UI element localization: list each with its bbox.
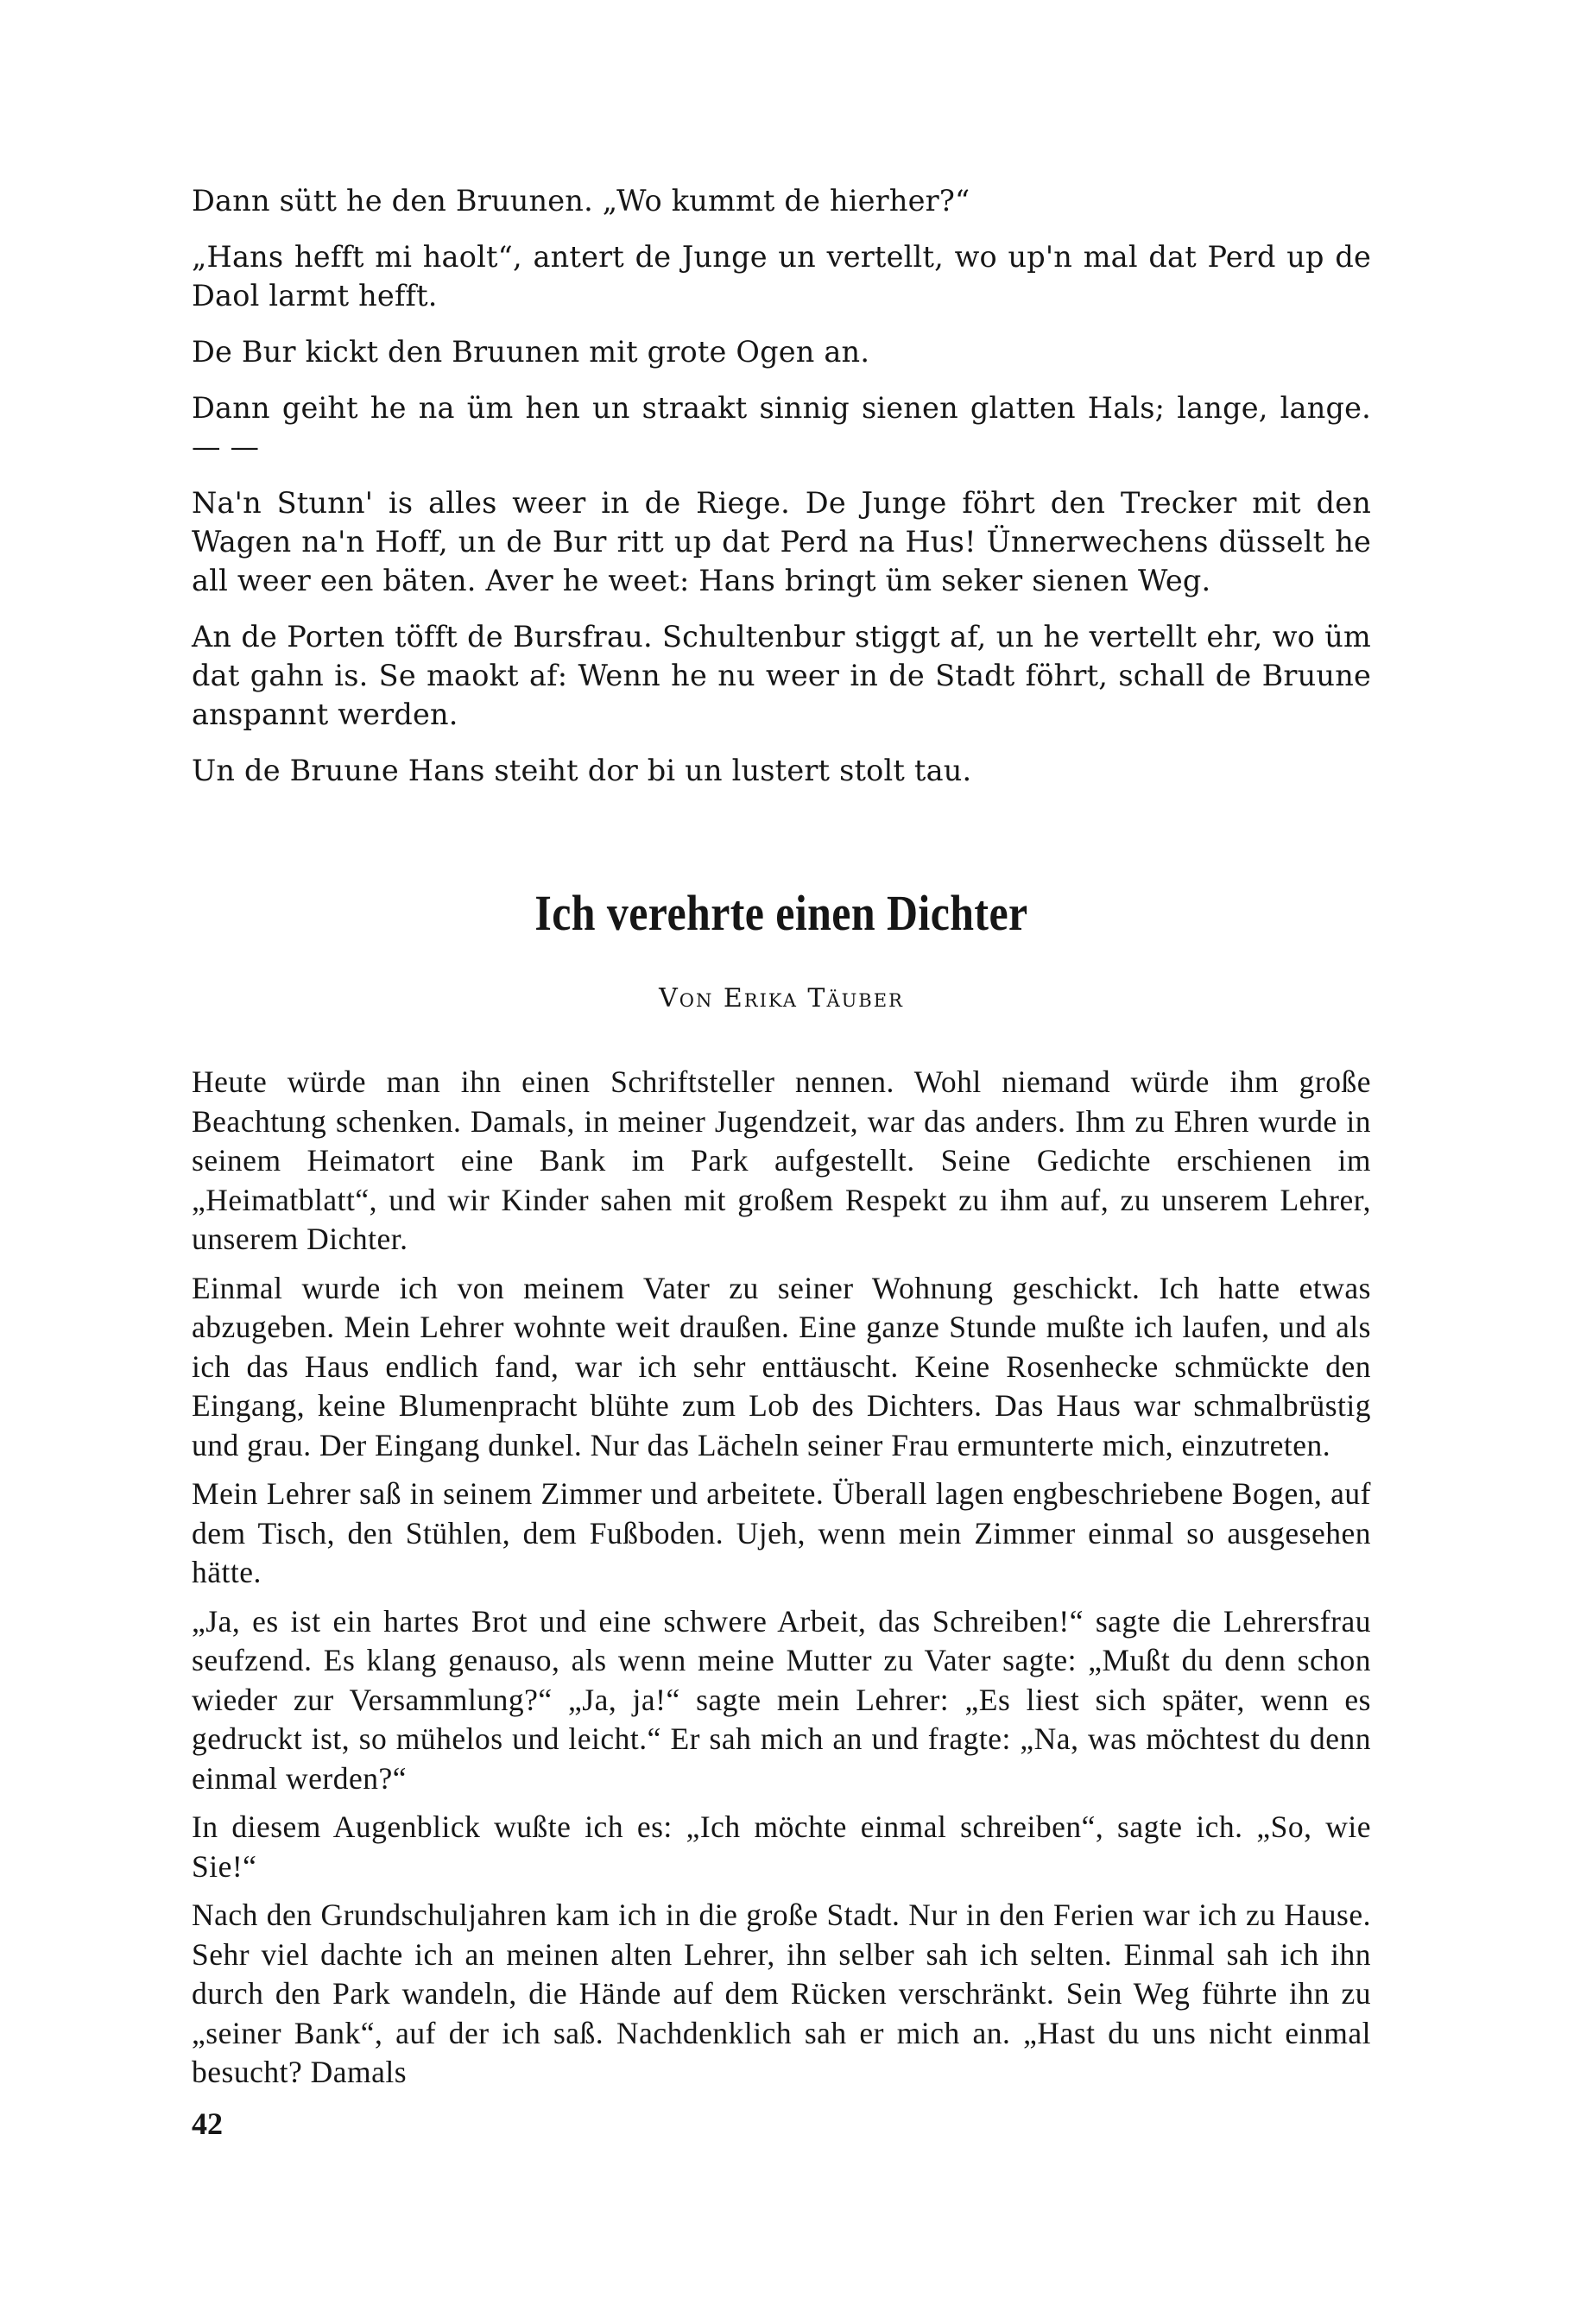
article-body	[192, 1063, 1371, 2093]
paragraph: De Bur kickt den Bruunen mit grote Ogen an.	[192, 335, 870, 369]
previous-story-ending	[192, 181, 1371, 790]
paragraph: „Ja, es ist ein hartes Brot und eine schwere Arbeit, das Schreiben!“ sagte die Lehrersfrau seufzend. Es klang genauso, als wenn meine Mutter zu Vater sagte: „Mußt du denn schon wieder zur Versammlung?“ „Ja, ja!“ sagte mein Lehrer: „Es liest sich später, wenn es gedruckt ist, so mühelos und leicht.“ Er sah mich an und fragte: „Na, was möchtest du denn einmal werden?“	[192, 1603, 1371, 1796]
paragraph: Dann geiht he na üm hen un straakt sinnig sienen glatten Hals; lange, lange. — —	[192, 391, 1371, 464]
paragraph: Einmal wurde ich von meinem Vater zu seiner Wohnung geschickt. Ich hatte etwas abzugeben. Mein Lehrer wohnte weit draußen. Eine ganze Stunde mußte ich laufen, und als ich das Haus endlich fand, war ich sehr enttäuscht. Keine Rosenhecke schmückte den Eingang, keine Blumenpracht blühte zum Lob des Dichters. Das Haus war schmalbrüstig und grau. Der Eingang dunkel. Nur das Lächeln seiner Frau ermunterte mich, einzutreten.	[192, 1270, 1371, 1462]
page-number: 42	[192, 2106, 223, 2141]
paragraph: An de Porten töfft de Bursfrau. Schultenbur stiggt af, un he vertellt ehr, wo üm dat gahn is. Se maokt af: Wenn he nu weer in de Stadt föhrt, schall de Bruune anspannt werden.	[192, 620, 1371, 731]
paragraph: In diesem Augenblick wußte ich es: „Ich möchte einmal schreiben“, sagte ich. „So, wie Sie!“	[192, 1809, 1371, 1884]
paragraph: Heute würde man ihn einen Schriftsteller nennen. Wohl niemand würde ihm große Beachtung schenken. Damals, in meiner Jugendzeit, war das anders. Ihm zu Ehren wurde in seinem Heimatort eine Bank im Park aufgestellt. Seine Gedichte erschienen im „Heimatblatt“, und wir Kinder sahen mit großem Respekt zu ihm auf, zu unserem Lehrer, unserem Dichter.	[192, 1064, 1371, 1256]
book-page	[192, 181, 1371, 2102]
paragraph: Mein Lehrer saß in seinem Zimmer und arbeitete. Überall lagen engbeschriebene Bogen, auf dem Tisch, den Stühlen, dem Fußboden. Ujeh, wenn mein Zimmer einmal so ausgesehen hätte.	[192, 1476, 1371, 1589]
paragraph: Nach den Grundschuljahren kam ich in die große Stadt. Nur in den Ferien war ich zu Hause. Sehr viel dachte ich an meinen alten Lehrer, ihn selber sah ich selten. Einmal sah ich ihn durch den Park wandeln, die Hände auf dem Rücken verschränkt. Sein Weg führte ihn zu „seiner Bank“, auf der ich saß. Nachdenklich sah er mich an. „Hast du uns nicht einmal besucht? Damals	[192, 1898, 1371, 2089]
article-title: Ich verehrte einen Dichter	[534, 885, 1028, 941]
paragraph: Un de Bruune Hans steiht dor bi un lustert stolt tau.	[192, 754, 972, 787]
paragraph: Na'n Stunn' is alles weer in de Riege. De Junge föhrt den Trecker mit den Wagen na'n Hoff, un de Bur ritt up dat Perd na Hus! Ünnerwechens düsselt he all weer een bäten. Aver he weet: Hans bringt üm seker sienen Weg.	[192, 486, 1371, 597]
paragraph: „Hans hefft mi haolt“, antert de Junge un vertellt, wo up'n mal dat Perd up de Daol larmt hefft.	[192, 240, 1371, 313]
article-byline: Von Erika Täuber	[659, 983, 904, 1014]
paragraph: Dann sütt he den Bruunen. „Wo kummt de hierher?“	[192, 184, 970, 218]
